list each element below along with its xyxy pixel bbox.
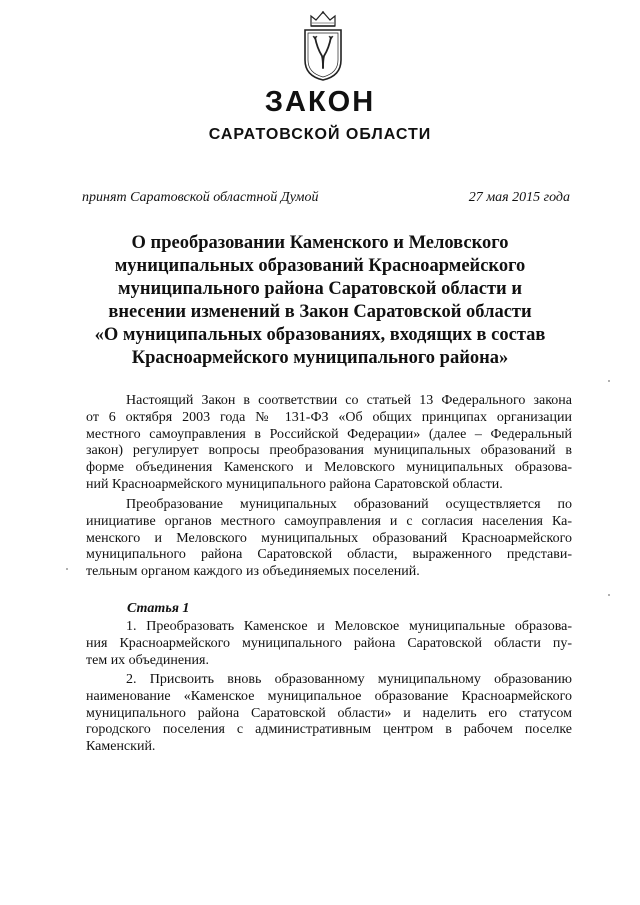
article-1-item-1	[86, 619, 572, 669]
text-line: Преобразование муниципальных образований осуществляется по	[126, 497, 572, 512]
text-line: форме объединения Каменского и Меловского муниципальных образова-	[86, 460, 572, 476]
law-region: САРАТОВСКОЙ ОБЛАСТИ	[208, 126, 432, 143]
text-line: менского и Меловского муниципальных образований Красноармейского	[86, 530, 572, 546]
text-line: инициативе органов местного самоуправления и с согласия населения Ка-	[86, 513, 572, 529]
text-line: ния Красноармейского муниципального района Саратовской области пу-	[86, 635, 572, 651]
subject-line: О преобразовании Каменского и Меловского	[131, 233, 509, 253]
text-line: тем их объединения.	[86, 652, 209, 668]
text-line: городского поселения с административным центром в рабочем поселке	[86, 722, 572, 738]
text-line: от 6 октября 2003 года № 131-ФЗ «Об общих принципах организации	[86, 409, 572, 425]
article-1-item-2	[86, 672, 572, 756]
saratov-coat-of-arms-icon	[302, 10, 344, 82]
scan-speck	[66, 568, 68, 570]
law-subject-title	[70, 232, 570, 370]
text-line: закон) регулирует вопросы преобразования муниципальных образований в	[86, 443, 572, 459]
subject-line: «О муниципальных образованиях, входящих в состав	[94, 325, 546, 345]
text-line: ний Красноармейского муниципального района Саратовской области.	[86, 476, 503, 492]
adopted-by: принят Саратовской областной Думой	[82, 190, 319, 205]
text-line: наименование «Каменское муниципальное образование Красноармейского	[86, 688, 572, 704]
adoption-date: 27 мая 2015 года	[468, 190, 570, 205]
preamble-paragraph	[86, 393, 572, 494]
text-line: местного самоуправления в Российской Федерации» (далее – Федеральный	[86, 426, 572, 442]
text-line: муниципального района Саратовской области, выраженного представи-	[86, 547, 572, 563]
scan-speck	[608, 594, 610, 596]
text-line: Каменский.	[86, 739, 156, 755]
law-title: ЗАКОН	[264, 86, 376, 118]
initiative-paragraph	[86, 497, 572, 581]
subject-line: муниципального района Саратовской области и	[117, 279, 523, 299]
subject-line: муниципальных образований Красноармейского	[114, 256, 526, 276]
subject-line: внесении изменений в Закон Саратовской области	[108, 302, 532, 322]
text-line: 1. Преобразовать Каменское и Меловское муниципальные образова-	[126, 619, 572, 634]
text-line: тельным органом каждого из объединяемых поселений.	[86, 564, 420, 580]
subject-line: Красноармейского муниципального района»	[131, 348, 509, 368]
text-line: 2. Присвоить вновь образованному муниципальному образованию	[126, 672, 572, 687]
text-line: муниципального района Саратовской области» и наделить его статусом	[86, 705, 572, 721]
scan-speck	[608, 380, 610, 382]
article-1-heading: Статья 1	[127, 601, 190, 616]
text-line: Настоящий Закон в соответствии со статьей 13 Федерального закона	[126, 393, 572, 408]
